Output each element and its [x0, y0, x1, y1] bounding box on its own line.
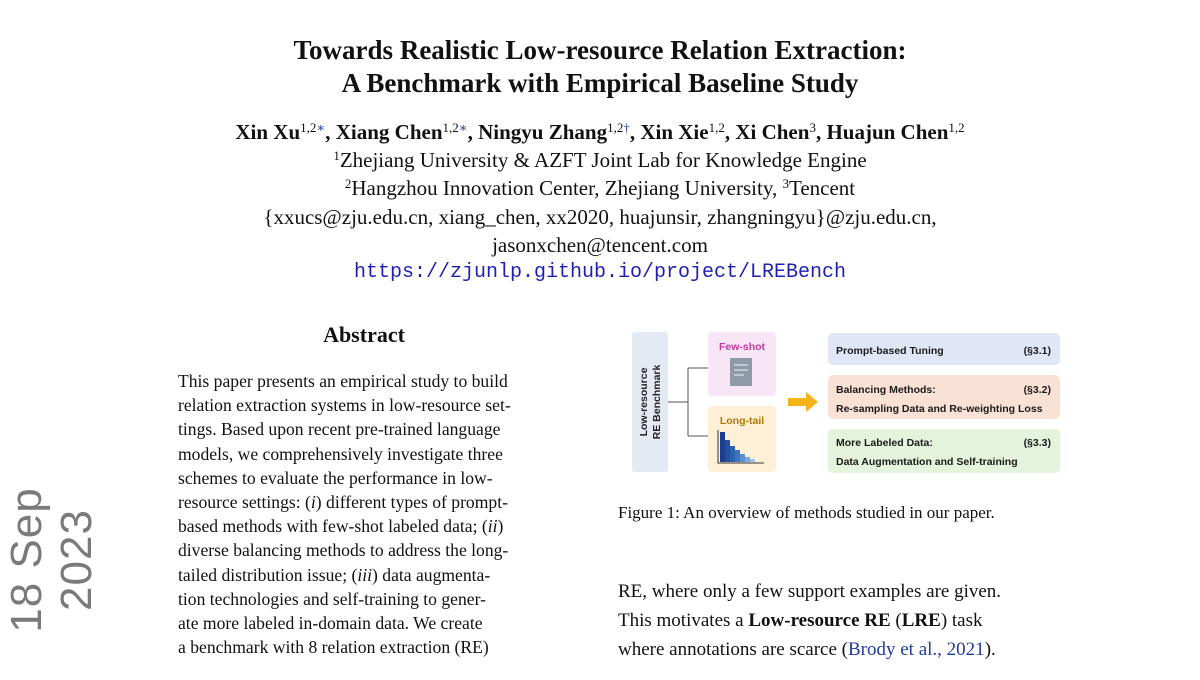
- affiliation-2: [0, 174, 1200, 202]
- body-line-2-post: ) task: [940, 610, 983, 631]
- arxiv-date-stamp: 18 Sep 2023: [2, 487, 101, 633]
- balancing-methods-subtitle: Re-sampling Data and Re-weighting Loss: [836, 403, 1043, 415]
- author-affiliation-sup: 1,2: [708, 120, 725, 135]
- affiliation-1-text: Zhejiang University & AZFT Joint Lab for Knowledge Engine: [339, 148, 867, 172]
- prompt-tuning-title: Prompt-based Tuning: [836, 345, 944, 357]
- project-url-link[interactable]: https://zjunlp.github.io/project/LREBench: [353, 261, 847, 284]
- author-footnote-mark: ∗: [316, 120, 326, 135]
- author-name: Xi Chen: [735, 120, 810, 144]
- abstract-line: schemes to evaluate the performance in low-: [178, 467, 493, 488]
- abstract-line: tailed distribution issue; (iii) data augmenta-: [178, 564, 491, 585]
- prompt-tuning-ref: (§3.1): [1023, 345, 1051, 357]
- author-name: Ningyu Zhang: [478, 120, 608, 144]
- abstract-line: tings. Based upon recent pre-trained language: [178, 419, 501, 440]
- author-separator: ,: [629, 120, 641, 144]
- more-labeled-data-title: More Labeled Data:: [836, 437, 933, 449]
- body-line-3-pre: where annotations are scarce (: [618, 639, 848, 660]
- author-affiliation-sup: 3: [809, 120, 816, 135]
- abstract-body: [178, 369, 551, 659]
- emails-line-2: jasonxchen@tencent.com: [492, 233, 708, 257]
- abstract-line: ate more labeled in-domain data. We create: [178, 612, 483, 633]
- emails-line-1: {xxucs@zju.edu.cn, xiang_chen, xx2020, huajunsir, zhangningyu}@zju.edu.cn,: [263, 205, 937, 229]
- long-tail-label: Long-tail: [719, 415, 765, 427]
- affiliation-3-text: Tencent: [788, 176, 856, 200]
- author-name: Xiang Chen: [335, 120, 443, 144]
- balancing-methods-title: Balancing Methods:: [836, 384, 936, 396]
- author-affiliation-sup: 1,2: [300, 120, 317, 135]
- author-footnote-mark: ∗: [458, 120, 468, 135]
- body-line-1: RE, where only a few support examples are given.: [618, 581, 1002, 602]
- benchmark-label-line-2: RE Benchmark: [651, 364, 663, 440]
- author-separator: ,: [724, 120, 736, 144]
- figure-1-caption: Figure 1: An overview of methods studied in our paper.: [618, 503, 995, 522]
- document-icon: [730, 358, 752, 386]
- body-line-2-pre: This motivates a: [618, 610, 749, 631]
- abstract-line: This paper presents an empirical study to build: [178, 371, 508, 391]
- abstract-line: a benchmark with 8 relation extraction (RE): [178, 637, 489, 658]
- affiliation-1-sup: 1: [333, 148, 340, 163]
- affiliation-3-sup: 3: [782, 176, 789, 191]
- body-term-lre-abbrev: LRE: [901, 610, 941, 631]
- author-name: Xin Xu: [235, 120, 301, 144]
- author-name: Xin Xie: [640, 120, 709, 144]
- figure-1-overview-diagram: [632, 330, 1062, 474]
- affiliation-2-sup: 2: [344, 176, 352, 191]
- balancing-methods-ref: (§3.2): [1023, 384, 1051, 396]
- paper-title: [0, 34, 1200, 100]
- title-line-1: Towards Realistic Low-resource Relation Extraction:: [293, 35, 907, 65]
- author-separator: ,: [815, 120, 827, 144]
- author-affiliation-sup: 1,2: [442, 120, 459, 135]
- right-arrow-icon: [788, 392, 818, 412]
- more-labeled-data-ref: (§3.3): [1023, 437, 1051, 449]
- citation-link[interactable]: Brody et al., 2021: [848, 639, 985, 660]
- body-line-3: [618, 635, 1060, 664]
- abstract-line: models, we comprehensively investigate three: [178, 443, 503, 464]
- author-affiliation-sup: 1,2: [948, 120, 965, 135]
- body-line-2: [618, 606, 1060, 635]
- title-line-2: A Benchmark with Empirical Baseline Study: [341, 68, 859, 98]
- author-affiliation-sup: 1,2: [607, 120, 624, 135]
- affiliation-1: [0, 146, 1200, 174]
- body-line-3-post: ).: [984, 639, 996, 660]
- author-name: Huajun Chen: [826, 120, 949, 144]
- abstract-line: tion technologies and self-training to gener-: [178, 588, 486, 609]
- abstract-heading: Abstract: [323, 322, 405, 347]
- body-term-lre: Low-resource RE: [748, 610, 891, 631]
- body-paragraph: [618, 577, 1060, 664]
- bracket-connector: [668, 368, 708, 436]
- author-footnote-mark: †: [623, 120, 630, 135]
- abstract-line: resource settings: (i) different types of prompt-: [178, 491, 508, 512]
- few-shot-label: Few-shot: [718, 341, 766, 353]
- author-separator: ,: [467, 120, 479, 144]
- body-line-2-mid: (: [890, 610, 902, 631]
- more-labeled-data-subtitle: Data Augmentation and Self-training: [836, 456, 1018, 468]
- abstract-line: diverse balancing methods to address the long-: [178, 540, 509, 561]
- benchmark-label-line-1: Low-resource: [638, 367, 650, 437]
- author-list: [0, 118, 1200, 146]
- abstract-line: based methods with few-shot labeled data; (ii): [178, 516, 504, 537]
- author-separator: ,: [325, 120, 336, 144]
- affiliation-2-text: Hangzhou Innovation Center, Zhejiang University,: [351, 176, 783, 200]
- abstract-line: relation extraction systems in low-resource set-: [178, 395, 511, 416]
